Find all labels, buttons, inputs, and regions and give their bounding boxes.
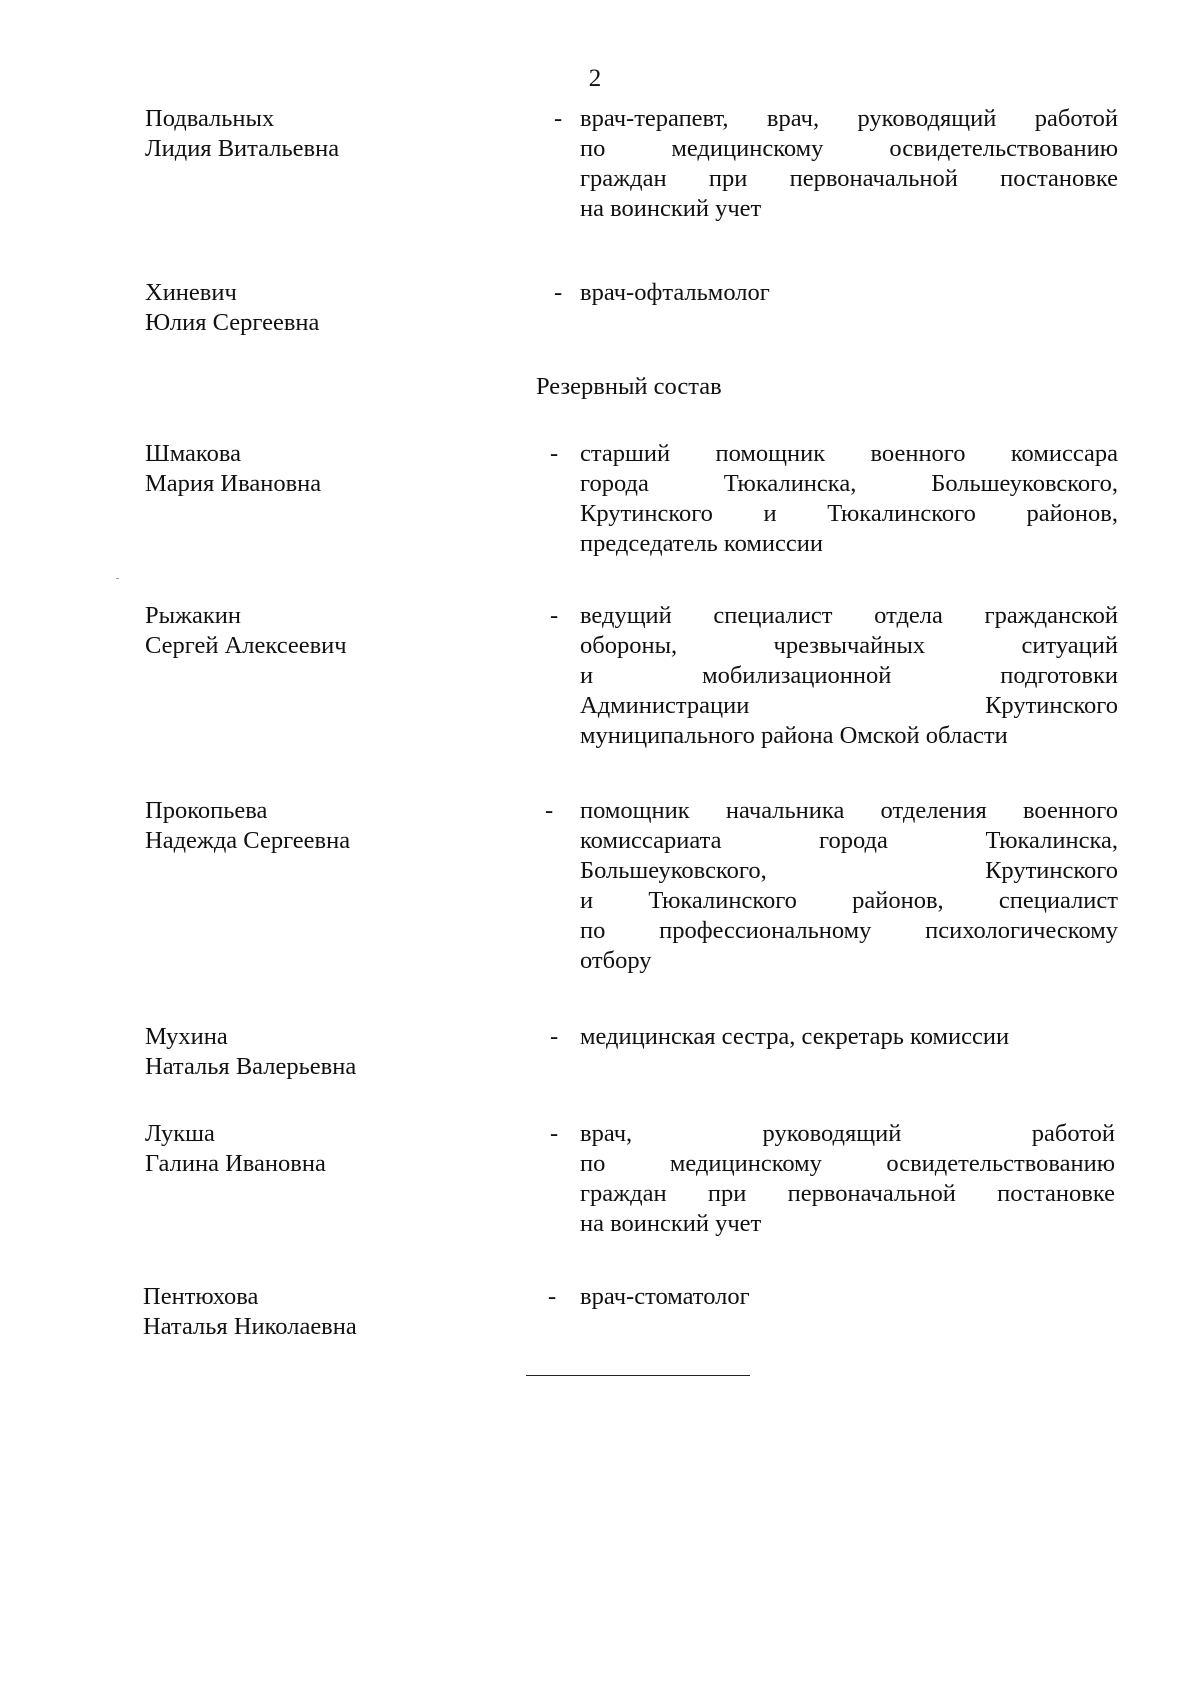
role-line: Большеуковского, Крутинского — [580, 857, 1118, 884]
member-role — [580, 1022, 1118, 1052]
member-name — [145, 796, 525, 856]
member-given-name: Наталья Валерьевна — [145, 1053, 357, 1080]
closing-rule — [526, 1375, 750, 1376]
role-line: на воинский учет — [580, 1210, 762, 1237]
member-role — [580, 796, 1118, 976]
role-line: Администрации Крутинского — [580, 692, 1118, 719]
role-line: и Тюкалинского районов, специалист — [580, 887, 1118, 914]
role-line: муниципального района Омской области — [580, 722, 1008, 749]
role-line: отбору — [580, 947, 652, 974]
member-name — [145, 601, 525, 661]
member-given-name: Надежда Сергеевна — [145, 827, 351, 854]
role-line: комиссариата города Тюкалинска, — [580, 827, 1118, 854]
member-name — [145, 104, 525, 164]
list-dash: - — [545, 797, 554, 824]
list-dash: - — [554, 105, 563, 132]
section-heading-reserve: Резервный состав — [536, 373, 722, 400]
role-line: ведущий специалист отдела гражданской — [580, 602, 1118, 629]
role-line: врач-офтальмолог — [580, 279, 770, 306]
member-given-name: Юлия Сергеевна — [145, 309, 320, 336]
member-role — [580, 439, 1118, 559]
member-surname: Мухина — [145, 1023, 228, 1050]
member-role — [580, 278, 1118, 308]
role-line: врач-терапевт, врач, руководящий работой — [580, 105, 1118, 132]
page-number: 2 — [588, 65, 602, 92]
role-line: города Тюкалинска, Большеуковского, — [580, 470, 1118, 497]
member-given-name: Лидия Витальевна — [145, 135, 340, 162]
member-name — [143, 1282, 523, 1342]
role-line: председатель комиссии — [580, 530, 823, 557]
list-dash: - — [550, 1120, 559, 1147]
role-line: врач-стоматолог — [580, 1283, 750, 1310]
list-dash: - — [550, 440, 559, 467]
list-dash: - — [554, 279, 563, 306]
role-line: старший помощник военного комиссара — [580, 440, 1118, 467]
member-role — [580, 601, 1118, 751]
member-name — [145, 1119, 525, 1179]
role-line: Крутинского и Тюкалинского районов, — [580, 500, 1118, 527]
member-given-name: Сергей Алексеевич — [145, 632, 347, 659]
member-name — [145, 1022, 525, 1082]
member-name — [145, 439, 525, 499]
role-line: на воинский учет — [580, 195, 762, 222]
role-line: граждан при первоначальной постановке — [580, 1180, 1115, 1207]
list-dash: - — [550, 602, 559, 629]
list-dash: - — [548, 1283, 557, 1310]
role-line: граждан при первоначальной постановке — [580, 165, 1118, 192]
member-surname: Пентюхова — [143, 1283, 259, 1310]
member-surname: Лукша — [145, 1120, 215, 1147]
scan-mark — [116, 578, 119, 579]
member-surname: Шмакова — [145, 440, 241, 467]
member-surname: Рыжакин — [145, 602, 242, 629]
member-name — [145, 278, 525, 338]
member-role — [580, 1282, 1118, 1312]
member-given-name: Наталья Николаевна — [143, 1313, 357, 1340]
role-line: помощник начальника отделения военного — [580, 797, 1118, 824]
role-line: по медицинскому освидетельствованию — [580, 1150, 1115, 1177]
member-given-name: Мария Ивановна — [145, 470, 322, 497]
member-surname: Подвальных — [145, 105, 275, 132]
role-line: и мобилизационной подготовки — [580, 662, 1118, 689]
member-surname: Прокопьева — [145, 797, 268, 824]
role-line: обороны, чрезвычайных ситуаций — [580, 632, 1118, 659]
member-given-name: Галина Ивановна — [145, 1150, 326, 1177]
role-line: по профессиональному психологическому — [580, 917, 1118, 944]
member-role — [580, 1119, 1115, 1239]
member-role — [580, 104, 1118, 224]
member-surname: Хиневич — [145, 279, 237, 306]
role-line: медицинская сестра, секретарь комиссии — [580, 1023, 1010, 1050]
list-dash: - — [550, 1023, 559, 1050]
role-line: врач, руководящий работой — [580, 1120, 1115, 1147]
role-line: по медицинскому освидетельствованию — [580, 135, 1118, 162]
